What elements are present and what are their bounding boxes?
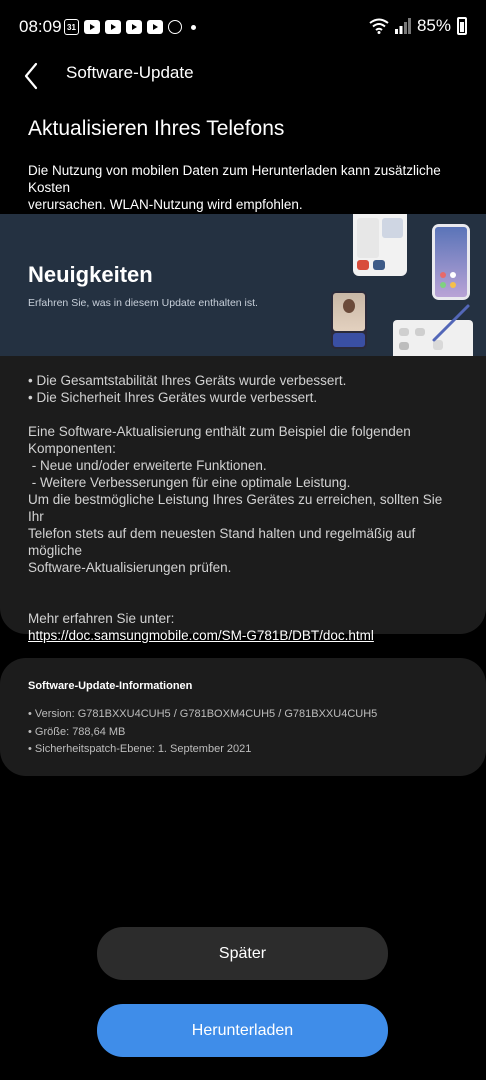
foldable-phone-illustration [331,291,367,349]
more-notifications-dot-icon [191,25,196,30]
news-title: Neuigkeiten [28,262,153,287]
news-line: - Weitere Verbesserungen für eine optimale Leistung. [28,475,351,490]
status-right [369,16,467,36]
news-subtitle: Erfahren Sie, was in diesem Update enthalten ist. [28,297,258,309]
news-spacer [28,576,458,593]
youtube-icon [84,20,100,34]
news-line: Eine Software-Aktualisierung enthält zum Beispiel die folgenden [28,424,411,439]
news-line: Software-Aktualisierungen prüfen. [28,560,232,575]
app-header [0,40,486,106]
update-info-lines [28,706,377,759]
back-button[interactable] [14,58,50,94]
page-title: Aktualisieren Ihres Telefons [28,117,285,140]
status-time: 08:09 [19,17,62,36]
download-button[interactable] [97,1004,388,1057]
youtube-icon [105,20,121,34]
news-line: - Neue und/oder erweiterte Funktionen. [28,458,267,473]
battery-icon [457,17,467,35]
page-description-line: Die Nutzung von mobilen Daten zum Herunterladen kann zusätzliche Kosten [28,163,441,195]
news-line: Mehr erfahren Sie unter: [28,611,175,626]
news-card [0,214,486,643]
news-line: Telefon stets auf dem neuesten Stand halten und regelmäßig auf mögliche [28,526,416,558]
news-line: Um die bestmögliche Leistung Ihres Gerätes zu erreichen, sollten Sie Ihr [28,492,443,524]
news-line: • Die Sicherheit Ihres Gerätes wurde verbessert. [28,390,318,405]
news-line: Komponenten: [28,441,116,456]
page-description [28,162,468,213]
chevron-left-icon [14,58,50,94]
wifi-icon [369,18,389,34]
youtube-icon [126,20,142,34]
news-banner [0,214,486,356]
news-body [28,372,458,644]
page-description-line: verursachen. WLAN-Nutzung wird empfohlen. [28,197,303,212]
tablet-illustration [353,214,407,276]
update-info-card [0,658,486,776]
later-button[interactable] [97,927,388,980]
app-notification-icon [168,20,182,34]
battery-percent: 85% [416,16,451,35]
download-button-label: Herunterladen [191,1021,294,1039]
calendar-icon [64,19,79,35]
phone-illustration [432,224,470,300]
news-line: • Die Gesamtstabilität Ihres Geräts wurde verbessert. [28,373,347,388]
header-title: Software-Update [66,63,194,82]
notification-icons [64,19,196,35]
youtube-icon [147,20,163,34]
security-patch-info: • Sicherheitspatch-Ebene: 1. September 2021 [28,743,252,755]
later-button-label: Später [218,944,267,962]
stylus-pen-illustration [420,304,470,344]
calendar-day: 31 [67,22,76,32]
update-info-title: Software-Update-Informationen [28,680,193,692]
more-info-link[interactable]: https://doc.samsungmobile.com/SM-G781B/DBT/doc.html [28,628,374,643]
news-spacer [28,406,458,423]
news-spacer [28,593,458,610]
version-info: • Version: G781BXXU4CUH5 / G781BOXM4CUH5 / G781BXXU4CUH5 [28,708,378,720]
signal-icon [395,18,411,34]
size-info: • Größe: 788,64 MB [28,725,126,738]
